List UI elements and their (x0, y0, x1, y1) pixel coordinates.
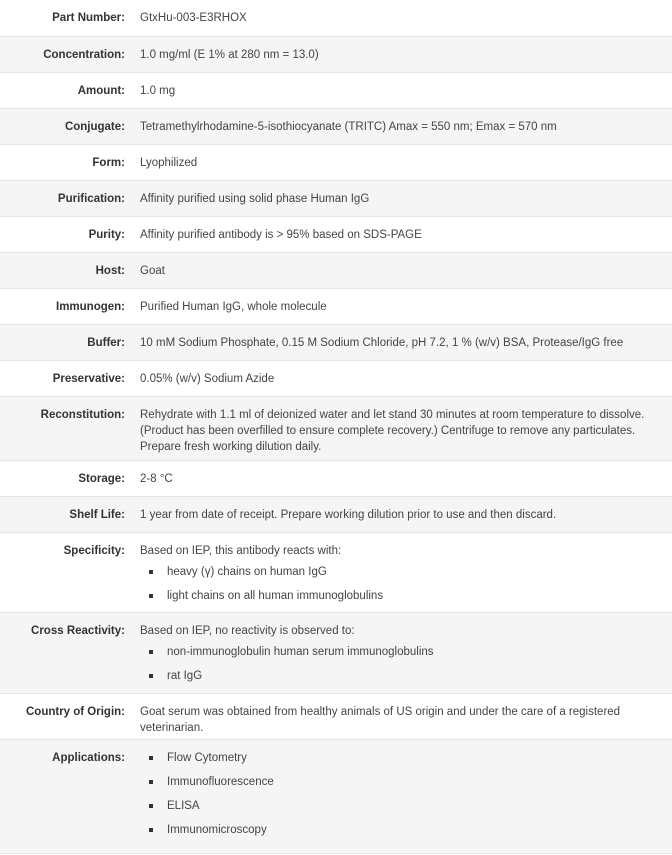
spec-label: Conjugate: (64, 120, 125, 133)
list-item-text: non-immunoglobulin human serum immunoglobulins (167, 645, 434, 658)
spec-row-specificity (0, 532, 672, 612)
spec-row-concentration (0, 36, 672, 72)
list-item-text: rat IgG (167, 669, 203, 682)
list-item (140, 564, 668, 580)
spec-value (133, 612, 672, 693)
spec-row-storage (0, 460, 672, 496)
list-item-text: heavy (γ) chains on human IgG (167, 565, 327, 578)
spec-value: Lyophilized (140, 156, 198, 169)
spec-row-part-number (0, 0, 672, 36)
list-item-text: Immunomicroscopy (167, 823, 267, 836)
spec-label: Host: (95, 264, 125, 277)
list-item-text: Immunofluorescence (167, 775, 274, 788)
spec-row-applications (0, 739, 672, 853)
bullet-icon (149, 594, 153, 598)
spec-row-purification (0, 180, 672, 216)
bullet-icon (149, 650, 153, 654)
bullet-icon (149, 804, 153, 808)
spec-row-form (0, 144, 672, 180)
spec-value: 1.0 mg/ml (E 1% at 280 nm = 13.0) (140, 48, 319, 61)
spec-value: Affinity purified antibody is > 95% based on SDS-PAGE (140, 228, 422, 241)
list-item-text: light chains on all human immunoglobulins (167, 589, 384, 602)
spec-row-shelf-life (0, 496, 672, 532)
spec-label: Amount: (77, 84, 125, 97)
spec-row-host (0, 252, 672, 288)
spec-value (133, 532, 672, 612)
list-item-text: Flow Cytometry (167, 751, 247, 764)
list-item (140, 798, 668, 814)
spec-row-reconstitution (0, 396, 672, 460)
list-item (140, 750, 668, 766)
spec-label: Purification: (57, 192, 125, 205)
spec-value: Goat (140, 264, 165, 277)
spec-label: Buffer: (87, 336, 125, 349)
spec-value: 10 mM Sodium Phosphate, 0.15 M Sodium Chloride, pH 7.2, 1 % (w/v) BSA, Protease/IgG free (140, 336, 624, 349)
spec-value: Tetramethylrhodamine-5-isothiocyanate (TRITC) Amax = 550 nm; Emax = 570 nm (140, 120, 557, 133)
spec-value: Rehydrate with 1.1 ml of deionized water and let stand 30 minutes at room temperature to dissolve. (Product has been overfilled to ensure complete recovery.) Centrifuge to remove any particulates. Prepare fresh working dilution daily. (140, 408, 645, 453)
spec-value: 2-8 °C (140, 472, 173, 485)
list-item-text: ELISA (167, 799, 200, 812)
specificity-intro: Based on IEP, this antibody reacts with: (140, 544, 342, 557)
cross-reactivity-list (140, 644, 668, 684)
spec-row-preservative (0, 360, 672, 396)
spec-value: 1 year from date of receipt. Prepare working dilution prior to use and then discard. (140, 508, 557, 521)
spec-label: Purity: (88, 228, 125, 241)
spec-label: Part Number: (52, 12, 125, 24)
spec-label: Reconstitution: (40, 408, 125, 421)
spec-row-buffer (0, 324, 672, 360)
spec-label: Form: (92, 156, 125, 169)
spec-value: Affinity purified using solid phase Human IgG (140, 192, 370, 205)
spec-row-conjugate (0, 108, 672, 144)
list-item (140, 774, 668, 790)
spec-value: 1.0 mg (140, 84, 176, 97)
bullet-icon (149, 828, 153, 832)
spec-value: Purified Human IgG, whole molecule (140, 300, 327, 313)
list-item (140, 588, 668, 604)
spec-value: 0.05% (w/v) Sodium Azide (140, 372, 275, 385)
spec-label: Applications: (52, 751, 125, 764)
spec-label: Cross Reactivity: (31, 624, 125, 637)
spec-value (133, 739, 672, 853)
list-item (140, 822, 668, 838)
list-item (140, 644, 668, 660)
spec-label: Country of Origin: (25, 705, 125, 718)
bullet-icon (149, 570, 153, 574)
applications-list (140, 750, 668, 838)
specificity-list (140, 564, 668, 604)
spec-row-country-of-origin (0, 693, 672, 739)
spec-row-amount (0, 72, 672, 108)
spec-label: Concentration: (43, 48, 125, 61)
spec-value: Goat serum was obtained from healthy animals of US origin and under the care of a registered veterinarian. (140, 705, 621, 734)
spec-label: Preservative: (52, 372, 125, 385)
spec-row-purity (0, 216, 672, 252)
spec-row-cross-reactivity (0, 612, 672, 693)
bullet-icon (149, 674, 153, 678)
spec-row-immunogen (0, 288, 672, 324)
spec-value: GtxHu-003-E3RHOX (140, 12, 247, 24)
spec-label: Shelf Life: (69, 508, 125, 521)
bullet-icon (149, 780, 153, 784)
spec-label: Storage: (78, 472, 125, 485)
spec-label: Specificity: (63, 544, 125, 557)
bullet-icon (149, 756, 153, 760)
spec-label: Immunogen: (56, 300, 125, 313)
cross-reactivity-intro: Based on IEP, no reactivity is observed to: (140, 624, 355, 637)
list-item (140, 668, 668, 684)
